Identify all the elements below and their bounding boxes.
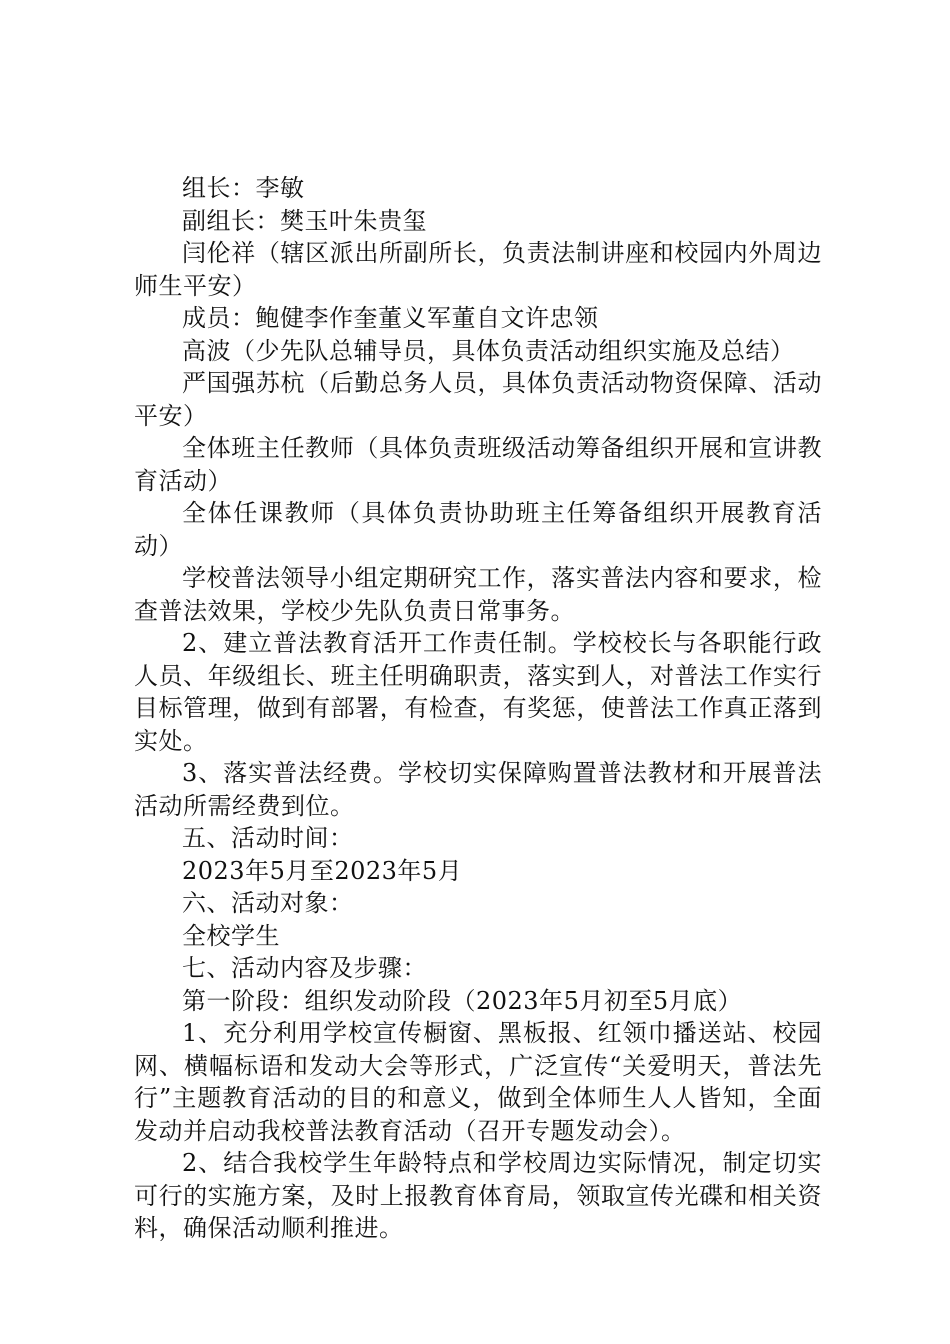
document-body — [134, 172, 822, 1245]
paragraph-responsibility-system: 2、建立普法教育活开工作责任制。学校校长与各职能行政人员、年级组长、班主任明确职责，落实到人，对普法工作实行目标管理，做到有部署，有检查，有奖惩，使普法工作真正落到实处。 — [134, 629, 822, 755]
heading-activity-time: 五、活动时间： — [182, 824, 354, 852]
paragraph-activity-dates: 2023年5月至2023年5月 — [182, 856, 463, 885]
paragraph-class-teachers: 全体班主任教师（具体负责班级活动筹备组织开展和宣讲教育活动） — [134, 434, 822, 495]
paragraph-gao-bo: 高波（少先队总辅导员，具体负责活动组织实施及总结） — [182, 336, 795, 365]
paragraph-subject-teachers: 全体任课教师（具体负责协助班主任筹备组织开展教育活动） — [134, 499, 822, 560]
paragraph-deputy-leader: 副组长：樊玉叶朱贵玺 — [182, 206, 427, 235]
paragraph-funding: 3、落实普法经费。学校切实保障购置普法教材和开展普法活动所需经费到位。 — [134, 759, 822, 820]
paragraph-publicity: 1、充分利用学校宣传橱窗、黑板报、红领巾播送站、校园网、横幅标语和发动大会等形式，广泛宣传“关爱明天，普法先行”主题教育活动的目的和意义，做到全体师生人人皆知，全面发动并启动我校普法教育活动（召开专题发动会）。 — [134, 1019, 822, 1145]
heading-activity-content: 七、活动内容及步骤： — [182, 954, 427, 982]
paragraph-leadership-group: 学校普法领导小组定期研究工作，落实普法内容和要求，检查普法效果，学校少先队负责日常事务。 — [134, 564, 822, 625]
heading-phase-one: 第一阶段：组织发动阶段（2023年5月初至5月底） — [182, 986, 743, 1015]
paragraph-members: 成员：鲍健李作奎董义军董自文许忠领 — [182, 304, 599, 332]
paragraph-all-students: 全校学生 — [182, 921, 280, 950]
paragraph-group-leader: 组长：李敏 — [182, 174, 305, 202]
paragraph-logistics: 严国强苏杭（后勤总务人员，具体负责活动物资保障、活动平安） — [134, 369, 822, 430]
heading-activity-target: 六、活动对象： — [182, 889, 354, 917]
paragraph-implementation-plan: 2、结合我校学生年龄特点和学校周边实际情况，制定切实可行的实施方案，及时上报教育体育局，领取宣传光碟和相关资料，确保活动顺利推进。 — [134, 1149, 822, 1242]
paragraph-police-officer: 闫伦祥（辖区派出所副所长，负责法制讲座和校园内外周边师生平安） — [134, 239, 822, 300]
